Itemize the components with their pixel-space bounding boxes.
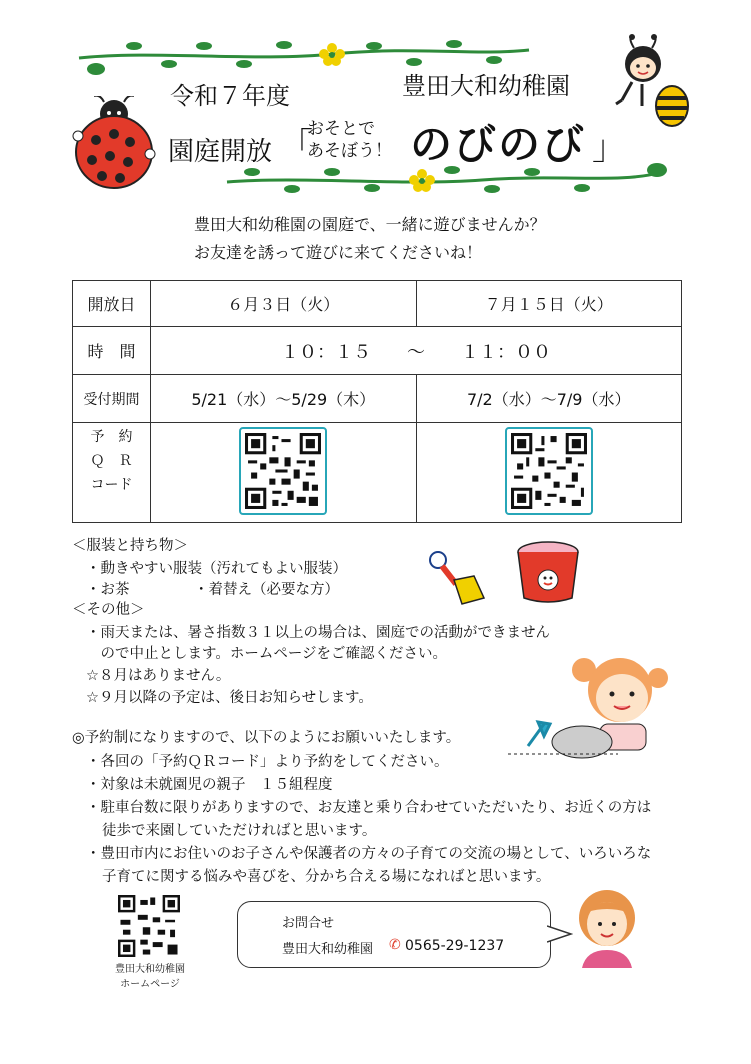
- subtitle-line1: おそとで: [307, 119, 375, 139]
- intro-line1: 豊田大和幼稚園の園庭で、一緒に遊びませんか？: [194, 215, 546, 234]
- clothing-item-3: ・着替え（必要な方）: [194, 582, 339, 598]
- close-bracket: 」: [592, 128, 626, 168]
- bucket-illustration: [512, 540, 584, 604]
- qr-cell-1: [151, 423, 417, 523]
- qr-cell-2: [416, 423, 682, 523]
- fiscal-year: 令和７年度: [170, 82, 290, 110]
- speech-tail: [547, 924, 573, 944]
- reservation-item-3a: ・駐車台数に限りがありますので、お友達と乗り合わせていただいたり、お近くの方は: [86, 800, 652, 816]
- reservation-qr-code-2[interactable]: [505, 427, 593, 515]
- contact-phone[interactable]: 0565-29-1237: [405, 938, 505, 954]
- clothing-item-1: ・動きやすい服装（汚れてもよい服装）: [86, 561, 347, 577]
- reservation-item-3b: 徒歩で来園していただければと思います。: [102, 823, 377, 839]
- time-range: １０：１５ ～ １１：００: [151, 327, 682, 375]
- label-period: 受付期間: [73, 375, 151, 423]
- label-time: 時 間: [73, 327, 151, 375]
- phone-icon: ✆: [389, 937, 401, 953]
- clothing-heading: ＜服装と持ち物＞: [72, 538, 188, 554]
- bee-illustration: [612, 34, 692, 134]
- ladybug-illustration: [66, 96, 162, 192]
- open-date-1: ６月３日（火）: [151, 281, 417, 327]
- clothing-item-2: ・お茶: [86, 582, 130, 598]
- reservation-intro: ◎予約制になりますので、以下のようにお願いいたします。: [72, 730, 461, 746]
- period-2: 7/2（水）～7/9（水）: [416, 375, 682, 423]
- child-playing-sand-illustration: [508, 650, 668, 762]
- reservation-item-2: ・対象は未就園児の親子 １５組程度: [86, 777, 333, 793]
- contact-name: 豊田大和幼稚園: [282, 942, 374, 957]
- reservation-item-1: ・各回の「予約ＱＲコード」より予約をしてください。: [86, 754, 449, 770]
- shovel-illustration: [428, 550, 488, 606]
- homepage-label-line2: ホームページ: [120, 979, 180, 990]
- flower-icon: [319, 43, 345, 66]
- label-qr-line3: コード: [90, 477, 133, 493]
- label-qr-line2: Ｑ Ｒ: [90, 453, 133, 469]
- homepage-label: [100, 962, 200, 992]
- homepage-qr-code[interactable]: [118, 895, 180, 957]
- event-prefix: 園庭開放: [168, 137, 273, 167]
- event-title: のびのび: [410, 120, 587, 169]
- intro-line2: お友達を誘って遊びに来てくださいね！: [194, 243, 483, 262]
- schedule-table: [72, 280, 682, 523]
- other-line-2: ので中止とします。ホームページをご確認ください。: [86, 646, 448, 662]
- subtitle-line2: あそぼう！: [307, 141, 392, 161]
- other-line-3: ☆８月はありません。: [86, 668, 231, 684]
- period-1: 5/21（水）～5/29（木）: [151, 375, 417, 423]
- homepage-label-line1: 豊田大和幼稚園: [115, 964, 185, 975]
- label-open-date: 開放日: [73, 281, 151, 327]
- reservation-item-4a: ・豊田市内にお住いのお子さんや保護者の方々の子育ての交流の場として、いろいろな: [86, 846, 652, 862]
- other-heading: ＜その他＞: [72, 602, 145, 618]
- open-date-2: ７月１５日（火）: [416, 281, 682, 327]
- other-line-4: ☆９月以降の予定は、後日お知らせします。: [86, 690, 373, 706]
- label-qr-line1: 予 約: [90, 429, 133, 445]
- teacher-illustration: [574, 886, 640, 968]
- other-line-1: ・雨天または、暑さ指数３１以上の場合は、園庭での活動ができません: [86, 625, 550, 641]
- school-name: 豊田大和幼稚園: [402, 72, 570, 100]
- flower-icon: [409, 169, 435, 192]
- open-bracket: 「: [279, 126, 313, 166]
- reservation-item-4b: 子育てに関する悩みや喜びを、分かち合える場になればと思います。: [102, 869, 551, 885]
- contact-heading: お問合せ: [282, 916, 335, 931]
- reservation-qr-code-1[interactable]: [239, 427, 327, 515]
- label-qr: [73, 423, 151, 523]
